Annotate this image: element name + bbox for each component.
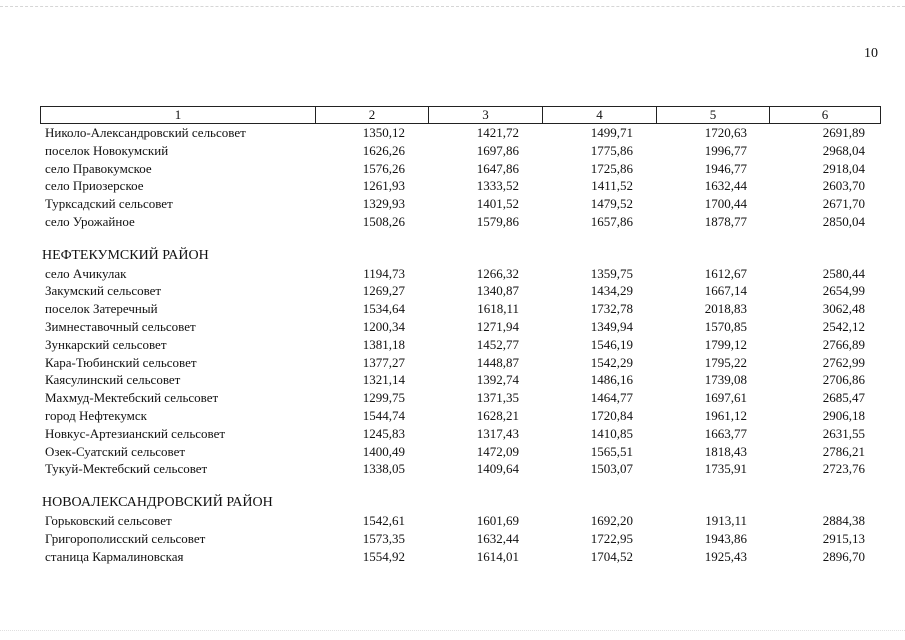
row-value-col-6: 2723,76 [822, 461, 865, 477]
row-value-col-5: 1818,43 [704, 443, 747, 459]
row-value-col-5: 1663,77 [704, 425, 747, 441]
table-row [0, 354, 905, 372]
table-row [0, 142, 905, 160]
section-title-neftekumsky: НЕФТЕКУМСКИЙ РАЙОН [42, 247, 209, 263]
row-value-col-2: 1329,93 [362, 196, 405, 212]
row-value-col-2: 1542,61 [362, 512, 405, 528]
row-value-col-5: 1946,77 [704, 160, 747, 176]
row-value-col-2: 1321,14 [362, 372, 405, 388]
row-value-col-5: 1697,61 [704, 390, 747, 406]
row-value-col-6: 2850,04 [822, 213, 865, 229]
row-value-col-6: 2786,21 [822, 443, 865, 459]
row-value-col-5: 2018,83 [704, 301, 747, 317]
row-value-col-5: 1799,12 [704, 336, 747, 352]
table-row [0, 213, 905, 231]
row-value-col-5: 1739,08 [704, 372, 747, 388]
row-value-col-2: 1626,26 [362, 142, 405, 158]
table-row [0, 124, 905, 142]
row-value-col-5: 1961,12 [704, 407, 747, 423]
row-value-col-6: 2654,99 [822, 283, 865, 299]
row-name: поселок Затеречный [45, 301, 158, 317]
row-value-col-3: 1472,09 [476, 443, 519, 459]
row-name: Закумский сельсовет [45, 283, 162, 299]
row-value-col-3: 1697,86 [476, 142, 519, 158]
top-scan-rule [0, 6, 905, 8]
row-value-col-6: 3062,48 [822, 301, 865, 317]
row-value-col-5: 1996,77 [704, 142, 747, 158]
row-value-col-2: 1200,34 [362, 318, 405, 334]
row-value-col-2: 1194,73 [363, 265, 405, 281]
column-header-5: 5 [657, 107, 770, 124]
row-value-col-2: 1338,05 [362, 461, 405, 477]
bottom-scan-rule [0, 630, 905, 632]
row-value-col-4: 1542,29 [590, 354, 633, 370]
row-value-col-3: 1448,87 [476, 354, 519, 370]
row-name: город Нефтекумск [45, 407, 147, 423]
row-value-col-3: 1579,86 [476, 213, 519, 229]
column-header-6: 6 [770, 107, 881, 124]
row-value-col-4: 1503,07 [590, 461, 633, 477]
block-novoaleksandrovsky [0, 512, 905, 565]
row-value-col-2: 1554,92 [362, 548, 405, 564]
row-value-col-4: 1722,95 [590, 530, 633, 546]
row-name: Григорополисский сельсовет [45, 530, 206, 546]
page-number: 10 [864, 46, 878, 61]
table-row [0, 160, 905, 178]
row-value-col-4: 1692,20 [590, 512, 633, 528]
row-value-col-2: 1544,74 [362, 407, 405, 423]
column-header-4: 4 [543, 107, 657, 124]
table-row [0, 265, 905, 283]
row-value-col-6: 2631,55 [822, 425, 865, 441]
row-name: Кара-Тюбинский сельсовет [45, 354, 197, 370]
row-value-col-3: 1401,52 [476, 196, 519, 212]
row-value-col-6: 2762,99 [822, 354, 865, 370]
row-value-col-5: 1913,11 [705, 512, 747, 528]
row-value-col-6: 2706,86 [822, 372, 865, 388]
row-value-col-3: 1452,77 [476, 336, 519, 352]
row-value-col-2: 1576,26 [362, 160, 405, 176]
row-value-col-3: 1409,64 [476, 461, 519, 477]
row-value-col-3: 1614,01 [476, 548, 519, 564]
row-value-col-4: 1565,51 [590, 443, 633, 459]
row-name: Каясулинский сельсовет [45, 372, 181, 388]
row-name: станица Кармалиновская [45, 548, 184, 564]
row-value-col-3: 1340,87 [476, 283, 519, 299]
row-value-col-6: 2915,13 [822, 530, 865, 546]
row-value-col-5: 1943,86 [704, 530, 747, 546]
row-value-col-4: 1486,16 [590, 372, 633, 388]
row-value-col-5: 1667,14 [704, 283, 747, 299]
row-value-col-4: 1464,77 [590, 390, 633, 406]
row-value-col-4: 1732,78 [590, 301, 633, 317]
row-value-col-5: 1735,91 [704, 461, 747, 477]
row-name: Зимнеставочный сельсовет [45, 318, 196, 334]
row-value-col-3: 1266,32 [476, 265, 519, 281]
row-value-col-6: 2896,70 [822, 548, 865, 564]
column-header-row [40, 106, 881, 124]
row-name: село Урожайное [45, 213, 135, 229]
table-row [0, 195, 905, 213]
row-value-col-4: 1657,86 [590, 213, 633, 229]
row-value-col-3: 1632,44 [476, 530, 519, 546]
row-value-col-5: 1632,44 [704, 178, 747, 194]
row-value-col-2: 1400,49 [362, 443, 405, 459]
row-value-col-2: 1269,27 [362, 283, 405, 299]
row-value-col-6: 2691,89 [822, 125, 865, 140]
table-row [0, 318, 905, 336]
row-value-col-3: 1392,74 [476, 372, 519, 388]
row-value-col-6: 2542,12 [822, 318, 865, 334]
row-name: Горьковский сельсовет [45, 512, 172, 528]
table-row [0, 336, 905, 354]
row-value-col-2: 1381,18 [362, 336, 405, 352]
row-value-col-5: 1925,43 [704, 548, 747, 564]
table-row [0, 407, 905, 425]
table-row [0, 389, 905, 407]
row-value-col-2: 1245,83 [362, 425, 405, 441]
row-value-col-6: 2906,18 [822, 407, 865, 423]
row-value-col-6: 2918,04 [822, 160, 865, 176]
row-value-col-4: 1359,75 [590, 265, 633, 281]
row-value-col-5: 1795,22 [704, 354, 747, 370]
row-value-col-5: 1612,67 [704, 265, 747, 281]
table-row [0, 530, 905, 548]
row-value-col-3: 1601,69 [476, 512, 519, 528]
section-title-novoaleksandrovsky: НОВОАЛЕКСАНДРОВСКИЙ РАЙОН [42, 495, 273, 511]
row-value-col-6: 2968,04 [822, 142, 865, 158]
row-name: Турксадский сельсовет [45, 196, 173, 212]
row-value-col-4: 1411,52 [591, 178, 633, 194]
row-name: село Приозерское [45, 178, 144, 194]
row-name: Озек-Суатский сельсовет [45, 443, 186, 459]
row-value-col-3: 1647,86 [476, 160, 519, 176]
row-value-col-2: 1377,27 [362, 354, 405, 370]
row-value-col-6: 2671,70 [822, 196, 865, 212]
table-row [0, 177, 905, 195]
row-name: Николо-Александровский сельсовет [45, 125, 246, 140]
row-value-col-5: 1570,85 [704, 318, 747, 334]
row-value-col-2: 1350,12 [362, 125, 405, 140]
row-value-col-6: 2685,47 [822, 390, 865, 406]
table-row [0, 443, 905, 461]
table-row [0, 548, 905, 566]
row-value-col-2: 1508,26 [362, 213, 405, 229]
column-header-2: 2 [316, 107, 429, 124]
table-row [0, 460, 905, 478]
row-value-col-4: 1410,85 [590, 425, 633, 441]
row-name: Тукуй-Мектебский сельсовет [45, 461, 208, 477]
row-value-col-6: 2580,44 [822, 265, 865, 281]
table-row [0, 300, 905, 318]
block-neftekumsky [0, 265, 905, 479]
block-continuation [0, 124, 905, 231]
row-value-col-4: 1479,52 [590, 196, 633, 212]
row-name: поселок Новокумский [45, 142, 169, 158]
row-value-col-4: 1546,19 [590, 336, 633, 352]
row-value-col-6: 2884,38 [822, 512, 865, 528]
row-name: Новкус-Артезианский сельсовет [45, 425, 226, 441]
column-header-1: 1 [41, 107, 316, 124]
row-value-col-4: 1434,29 [590, 283, 633, 299]
row-value-col-3: 1271,94 [476, 318, 519, 334]
row-value-col-6: 2766,89 [822, 336, 865, 352]
row-value-col-5: 1720,63 [704, 125, 747, 140]
row-value-col-3: 1618,11 [477, 301, 519, 317]
row-value-col-4: 1775,86 [590, 142, 633, 158]
row-value-col-3: 1421,72 [476, 125, 519, 140]
row-value-col-4: 1499,71 [590, 125, 633, 140]
column-header-3: 3 [429, 107, 543, 124]
table-row [0, 512, 905, 530]
row-value-col-3: 1628,21 [476, 407, 519, 423]
row-value-col-2: 1573,35 [362, 530, 405, 546]
table-row [0, 282, 905, 300]
row-value-col-3: 1371,35 [476, 390, 519, 406]
row-value-col-2: 1299,75 [362, 390, 405, 406]
row-name: село Ачикулак [45, 265, 127, 281]
row-name: село Правокумское [45, 160, 152, 176]
row-value-col-2: 1261,93 [362, 178, 405, 194]
row-value-col-3: 1333,52 [476, 178, 519, 194]
row-value-col-4: 1725,86 [590, 160, 633, 176]
row-value-col-4: 1704,52 [590, 548, 633, 564]
row-name: Махмуд-Мектебский сельсовет [45, 390, 219, 406]
row-value-col-4: 1720,84 [590, 407, 633, 423]
row-name: Зункарский сельсовет [45, 336, 167, 352]
row-value-col-3: 1317,43 [476, 425, 519, 441]
row-value-col-5: 1878,77 [704, 213, 747, 229]
row-value-col-2: 1534,64 [362, 301, 405, 317]
row-value-col-4: 1349,94 [590, 318, 633, 334]
table-row [0, 425, 905, 443]
row-value-col-5: 1700,44 [704, 196, 747, 212]
table-body [0, 124, 905, 565]
row-value-col-6: 2603,70 [822, 178, 865, 194]
table-row [0, 371, 905, 389]
